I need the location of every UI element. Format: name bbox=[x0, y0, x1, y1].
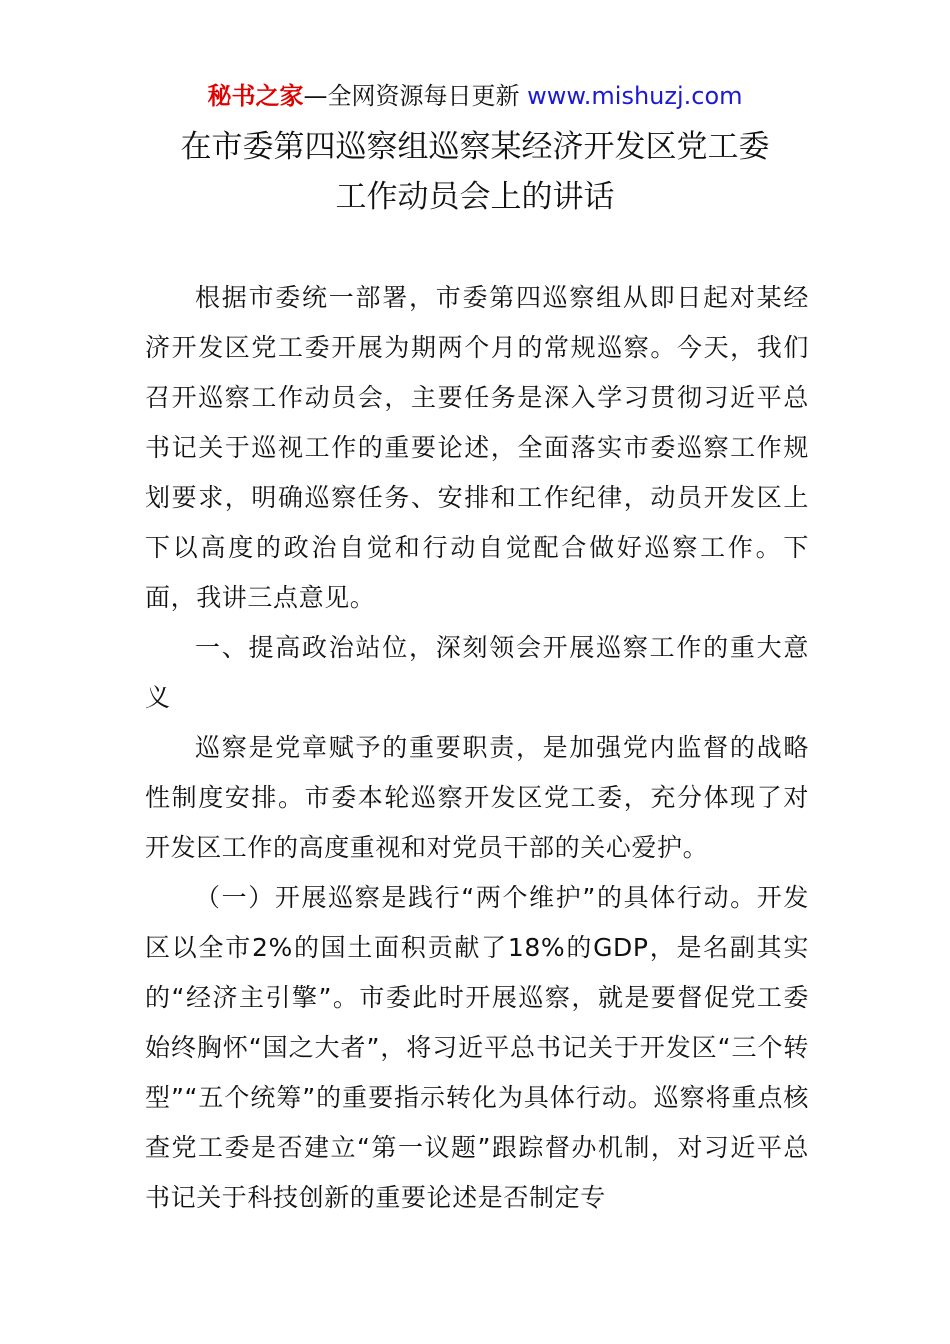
site-banner bbox=[0, 80, 950, 112]
site-brand: 秘书之家 bbox=[207, 82, 304, 110]
document-body bbox=[145, 273, 809, 1223]
body-paragraph: 巡察是党章赋予的重要职责，是加强党内监督的战略性制度安排。市委本轮巡察开发区党工委，充分体现了对开发区工作的高度重视和对党员干部的关心爱护。 bbox=[145, 733, 809, 862]
site-url-link[interactable]: www.mishuzj.com bbox=[527, 82, 743, 110]
title-line-1: 在市委第四巡察组巡察某经济开发区党工委 bbox=[180, 129, 770, 165]
section-heading-1: 一、提高政治站位，深刻领会开展巡察工作的重大意义 bbox=[145, 633, 809, 712]
intro-paragraph: 根据市委统一部署，市委第四巡察组从即日起对某经济开发区党工委开展为期两个月的常规巡察。今天，我们召开巡察工作动员会，主要任务是深入学习贯彻习近平总书记关于巡视工作的重要论述，全面落实市委巡察工作规划要求，明确巡察任务、安排和工作纪律，动员开发区上下以高度的政治自觉和行动自觉配合做好巡察工作。下面，我讲三点意见。 bbox=[145, 283, 809, 612]
document-title bbox=[0, 122, 950, 222]
subsection-paragraph-1: （一）开展巡察是践行“两个维护”的具体行动。开发区以全市2%的国土面积贡献了18%的GDP，是名副其实的“经济主引擎”。市委此时开展巡察，就是要督促党工委始终胸怀“国之大者”，将习近平总书记关于开发区“三个转型”“五个统筹”的重要指示转化为具体行动。巡察将重点核查党工委是否建立“第一议题”跟踪督办机制，对习近平总书记关于科技创新的重要论述是否制定专 bbox=[145, 883, 809, 1212]
title-line-2: 工作动员会上的讲话 bbox=[335, 179, 615, 215]
site-tagline: —全网资源每日更新 bbox=[303, 82, 520, 110]
